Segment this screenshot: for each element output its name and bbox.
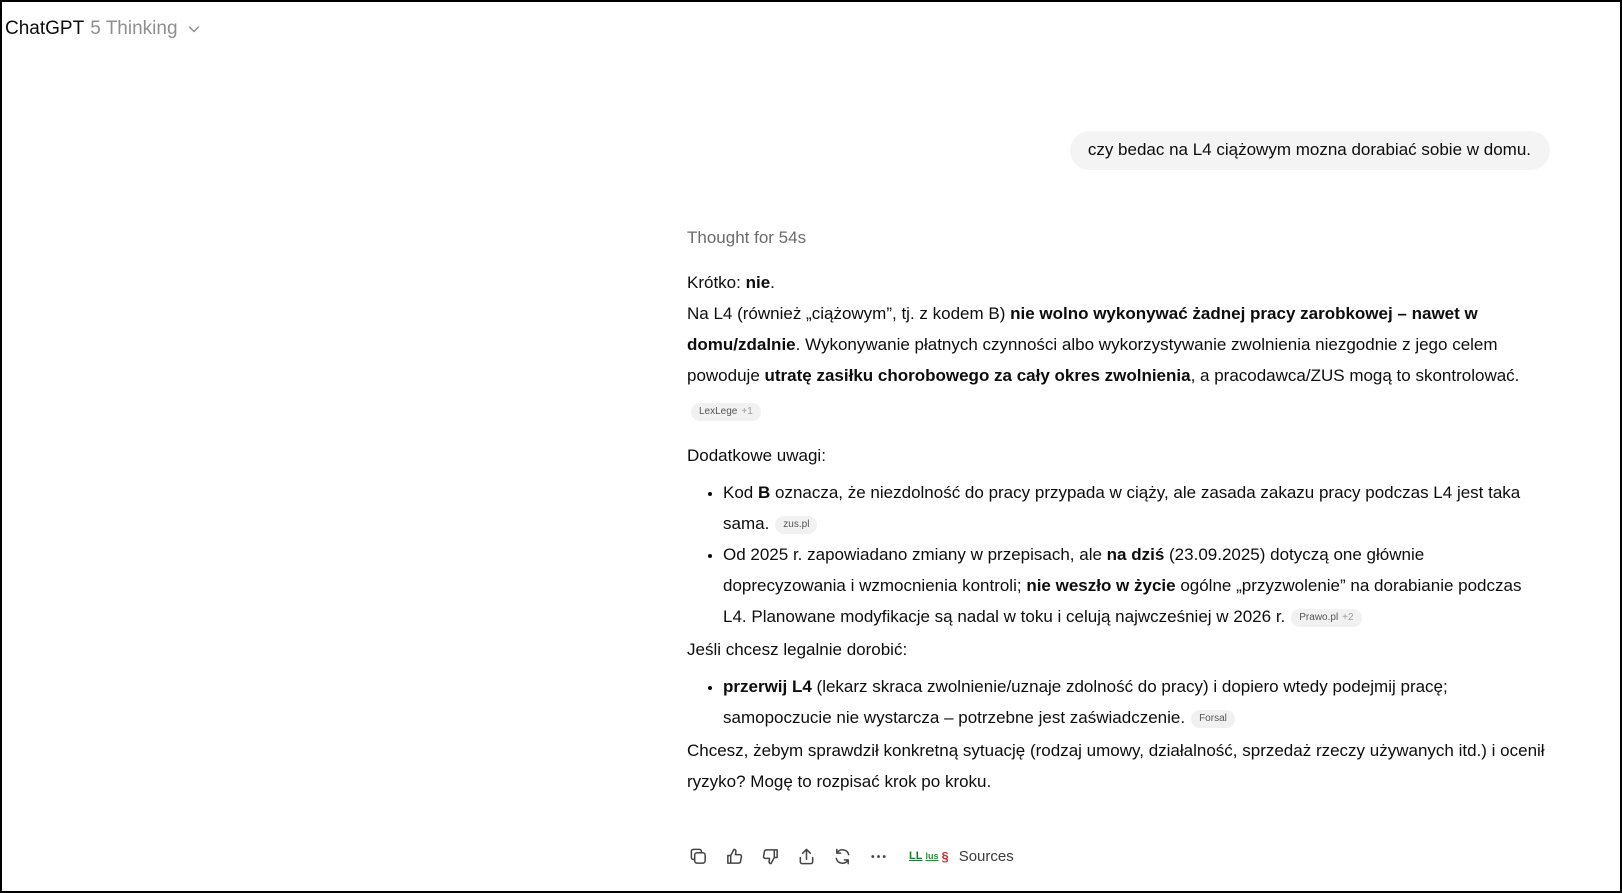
copy-button[interactable] xyxy=(687,845,709,867)
thought-duration[interactable]: Thought for 54s xyxy=(687,228,807,247)
message-actions xyxy=(687,845,1014,867)
more-button[interactable] xyxy=(867,845,889,867)
source-logo-zus: lus xyxy=(925,851,939,861)
list-item: • Od 2025 r. zapowiadano zmiany w przepisach, ale na dziś (23.09.2025) dotyczą one głównie doprecyzowania i wzmocnienia kontroli; nie weszło w życie ogólne „przyzwolenie” na dorabianie podczas L4. Planowane modyfikacje są nadal w toku i celują najwcześniej w 2026 r. Prawo.pl +2 xyxy=(723,539,1547,632)
legal-list xyxy=(687,671,1547,733)
brand-label: ChatGPT xyxy=(5,18,85,39)
source-chip-forsal[interactable]: Forsal xyxy=(1191,710,1235,728)
thumbs-up-icon xyxy=(725,847,744,866)
share-button[interactable] xyxy=(795,845,817,867)
thumbs-up-button[interactable] xyxy=(723,845,745,867)
user-message: czy bedac na L4 ciążowym mozna dorabiać sobie w domu. xyxy=(1070,131,1550,170)
answer-short: Krótko: nie. xyxy=(687,273,775,292)
thumbs-down-button[interactable] xyxy=(759,845,781,867)
share-icon xyxy=(797,847,816,866)
answer-paragraph: Na L4 (również „ciążowym”, tj. z kodem B) nie wolno wykonywać żadnej pracy zarobkowej – nawet w domu/zdalnie. Wykonywanie płatnych czynności albo wykorzystywanie zwolnienia niezgodnie z jego celem powoduje utratę zasiłku chorobowego za cały okres zwolnienia, a pracodawca/ZUS mogą to skontrolować. xyxy=(687,304,1520,385)
thumbs-down-icon xyxy=(761,847,780,866)
source-chip-lexlege[interactable]: LexLege +1 xyxy=(691,403,761,421)
source-chip-prawo[interactable]: Prawo.pl +2 xyxy=(1291,609,1361,627)
model-selector[interactable] xyxy=(5,18,202,40)
source-logos xyxy=(909,849,949,864)
copy-icon xyxy=(689,847,708,866)
more-icon xyxy=(869,847,888,866)
list-item: • Kod B oznacza, że niezdolność do pracy przypada w ciąży, ale zasada zakazu pracy podczas L4 jest taka sama. zus.pl xyxy=(723,477,1547,539)
source-logo-lexlege: LL xyxy=(909,850,923,862)
chevron-down-icon xyxy=(186,21,202,37)
source-logo-prawo: § xyxy=(941,848,949,864)
section-heading: Dodatkowe uwagi: xyxy=(687,446,826,465)
notes-list xyxy=(687,477,1547,632)
assistant-message xyxy=(687,222,1547,797)
section-heading: Jeśli chcesz legalnie dorobić: xyxy=(687,640,908,659)
refresh-icon xyxy=(833,847,852,866)
sources-label: Sources xyxy=(958,847,1014,865)
source-chip-zus[interactable]: zus.pl xyxy=(775,516,817,534)
sources-button[interactable] xyxy=(909,848,1014,865)
list-item: • przerwij L4 (lekarz skraca zwolnienie/uznaje zdolność do pracy) i dopiero wtedy podejmij pracę; samopoczucie nie wystarcza – potrzebne jest zaświadczenie. Forsal xyxy=(723,671,1547,733)
regenerate-button[interactable] xyxy=(831,845,853,867)
closing-paragraph: Chcesz, żebym sprawdził konkretną sytuację (rodzaj umowy, działalność, sprzedaż rzeczy używanych itd.) i ocenił ryzyko? Mogę to rozpisać krok po kroku. xyxy=(687,741,1545,791)
model-label: 5 Thinking xyxy=(90,18,178,39)
